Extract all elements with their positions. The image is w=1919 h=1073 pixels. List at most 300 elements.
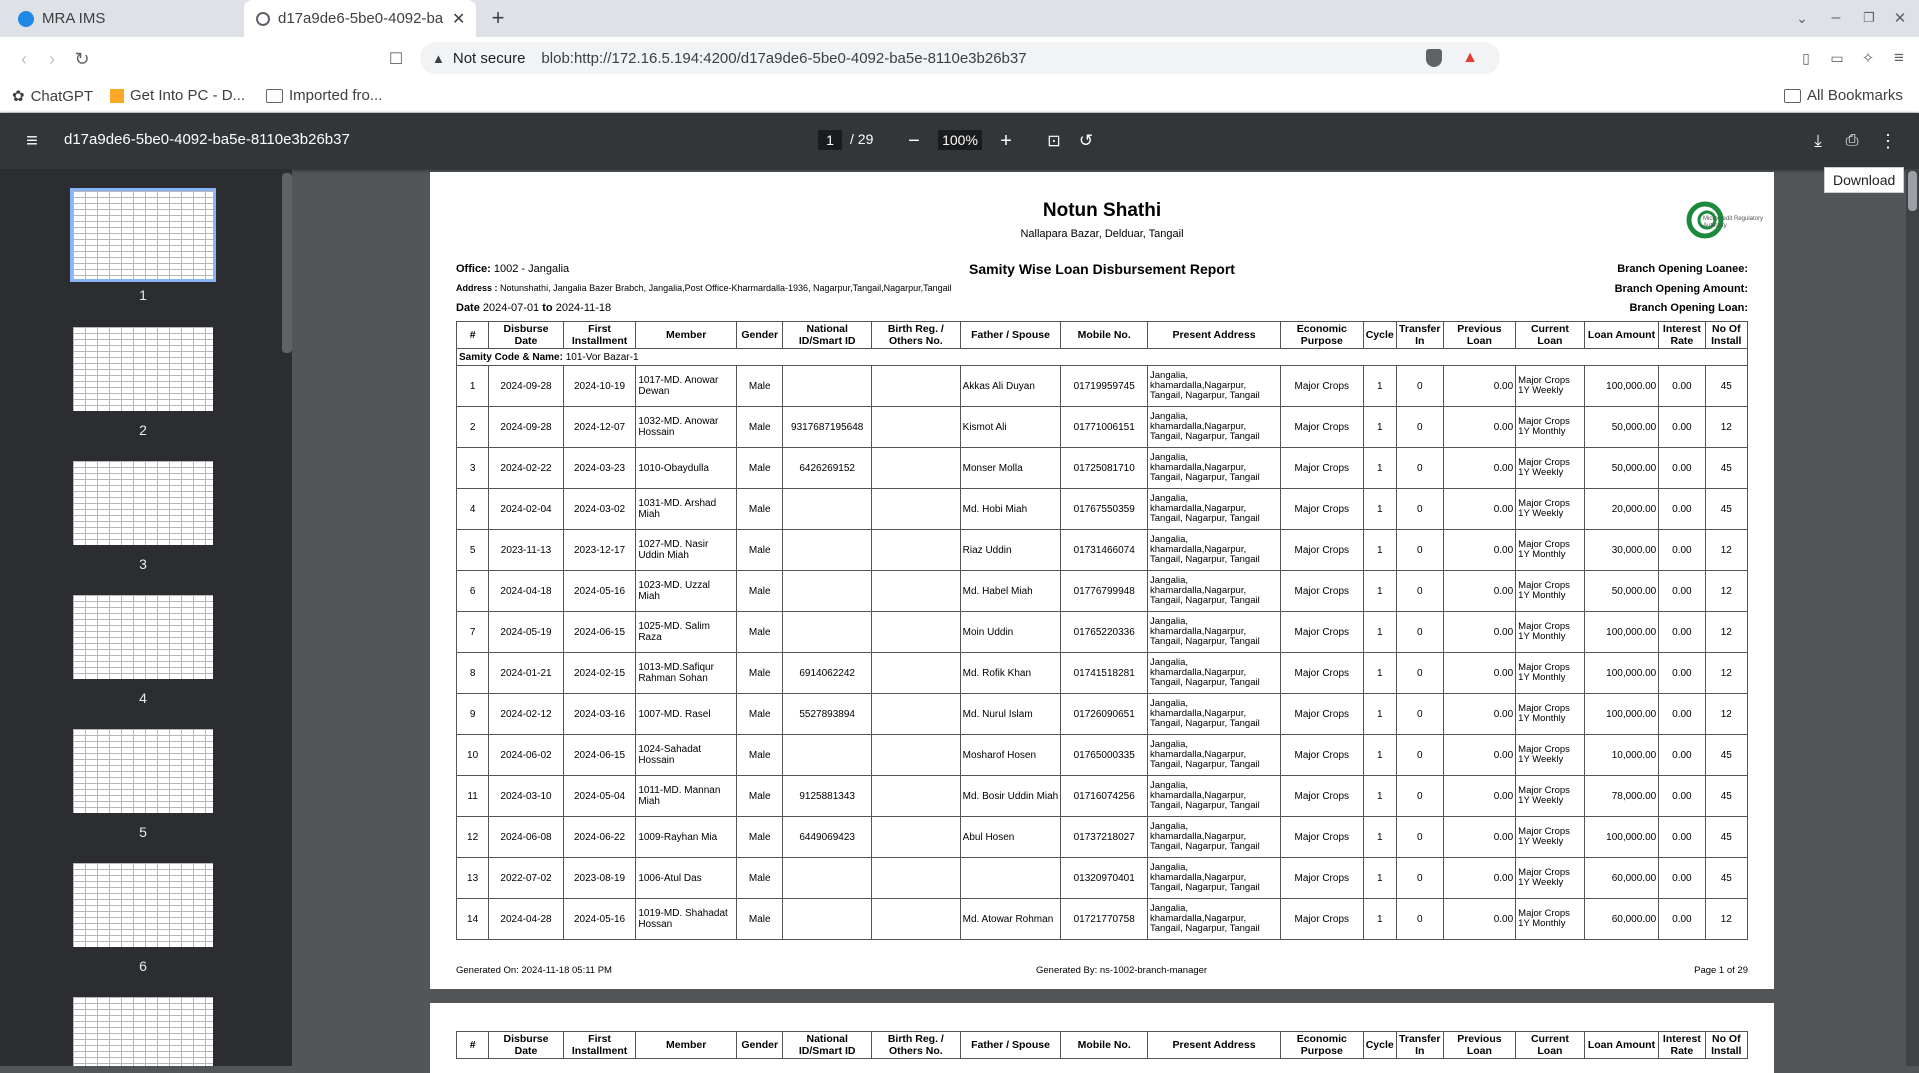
table-cell <box>872 735 961 776</box>
column-header: Cycle <box>1363 1032 1396 1059</box>
column-header: Previous Loan <box>1443 1032 1516 1059</box>
sidebar-scrollbar[interactable] <box>282 173 292 353</box>
table-cell: Md. Rofik Khan <box>960 653 1061 694</box>
table-cell: 1031-MD. Arshad Miah <box>636 489 737 530</box>
table-cell: Major Crops 1Y Weekly <box>1516 858 1585 899</box>
table-cell: Major Crops 1Y Monthly <box>1516 899 1585 940</box>
column-header: Member <box>636 1032 737 1059</box>
table-row <box>457 899 1748 940</box>
table-cell: 2024-03-02 <box>563 489 636 530</box>
table-cell: Riaz Uddin <box>960 530 1061 571</box>
zoom-out-icon[interactable]: − <box>908 129 920 152</box>
table-cell: Major Crops <box>1280 571 1363 612</box>
table-cell: 2024-06-08 <box>489 817 564 858</box>
page-indicator: Page 1 of 29 <box>1694 965 1748 976</box>
table-cell: 2024-05-16 <box>563 571 636 612</box>
table-cell: 2023-08-19 <box>563 858 636 899</box>
table-cell: Major Crops 1Y Monthly <box>1516 571 1585 612</box>
table-header-row <box>457 1032 1748 1059</box>
table-cell: 1 <box>1363 653 1396 694</box>
table-row <box>457 653 1748 694</box>
scrollbar-thumb[interactable] <box>1908 171 1917 211</box>
zoom-input[interactable]: 100% <box>938 130 982 150</box>
table-cell: Jangalia, khamardalla,Nagarpur, Tangail, Nagarpur, Tangail <box>1148 694 1281 735</box>
brave-shield-icon[interactable] <box>1426 49 1442 67</box>
table-cell: 01765000335 <box>1061 735 1148 776</box>
thumbnail-number: 6 <box>139 958 147 974</box>
table-cell: 2023-11-13 <box>489 530 564 571</box>
rotate-icon[interactable]: ↺ <box>1078 131 1094 150</box>
table-cell: 12 <box>1705 407 1747 448</box>
table-cell: Jangalia, khamardalla,Nagarpur, Tangail, Nagarpur, Tangail <box>1148 776 1281 817</box>
table-cell: 01726090651 <box>1061 694 1148 735</box>
table-cell <box>783 530 872 571</box>
folder-icon <box>266 89 283 103</box>
table-cell: 0 <box>1396 366 1443 407</box>
table-cell: Jangalia, khamardalla,Nagarpur, Tangail, Nagarpur, Tangail <box>1148 899 1281 940</box>
org-address: Nallapara Bazar, Delduar, Tangail <box>1020 228 1184 240</box>
table-cell: 50,000.00 <box>1584 571 1659 612</box>
table-cell: 2024-05-16 <box>563 899 636 940</box>
table-cell: 1032-MD. Anowar Hossain <box>636 407 737 448</box>
date-to-label: to <box>542 302 553 314</box>
table-cell: 0.00 <box>1443 653 1516 694</box>
table-cell: 78,000.00 <box>1584 776 1659 817</box>
table-cell: 2 <box>457 407 489 448</box>
table-cell: Kismot Ali <box>960 407 1061 448</box>
column-header: National ID/Smart ID <box>783 1032 872 1059</box>
table-cell: 0 <box>1396 448 1443 489</box>
table-cell: Major Crops 1Y Weekly <box>1516 489 1585 530</box>
table-cell: 01741518281 <box>1061 653 1148 694</box>
table-cell: Jangalia, khamardalla,Nagarpur, Tangail, Nagarpur, Tangail <box>1148 817 1281 858</box>
table-row <box>457 489 1748 530</box>
table-cell <box>872 448 961 489</box>
table-cell <box>872 817 961 858</box>
branch-opening-loan: Branch Opening Loan: <box>1629 302 1748 314</box>
table-cell: Major Crops <box>1280 817 1363 858</box>
page-total: / 29 <box>850 131 874 147</box>
wallet-icon[interactable]: ▭ <box>1830 49 1844 66</box>
thumbnail-page-3[interactable] <box>73 461 213 545</box>
restore-icon[interactable]: ❐ <box>1863 10 1875 25</box>
table-cell: 12 <box>1705 530 1747 571</box>
column-header: Birth Reg. / Others No. <box>872 1032 961 1059</box>
bookmark-icon[interactable]: ☐ <box>388 51 404 68</box>
table-cell: 0.00 <box>1443 530 1516 571</box>
table-cell: 0.00 <box>1443 612 1516 653</box>
table-cell: 2024-02-22 <box>489 448 564 489</box>
thumbnail-page-1[interactable] <box>73 191 213 279</box>
table-cell: 0 <box>1396 653 1443 694</box>
brave-rewards-icon[interactable]: ▲ <box>1462 49 1478 66</box>
table-cell: 2024-09-28 <box>489 366 564 407</box>
bookmark-chatgpt[interactable] <box>12 87 93 105</box>
getintopc-icon <box>110 89 124 103</box>
pdf-page-1 <box>430 172 1774 989</box>
table-cell: 20,000.00 <box>1584 489 1659 530</box>
table-cell: Monser Molla <box>960 448 1061 489</box>
table-cell: 2024-04-18 <box>489 571 564 612</box>
table-cell <box>872 571 961 612</box>
table-row <box>457 366 1748 407</box>
table-cell <box>872 530 961 571</box>
table-cell: 12 <box>1705 653 1747 694</box>
fit-page-icon[interactable]: ⊡ <box>1047 133 1061 150</box>
table-cell: 2024-03-10 <box>489 776 564 817</box>
table-cell <box>872 653 961 694</box>
bookmark-getintopc[interactable] <box>110 87 245 104</box>
table-cell: 45 <box>1705 817 1747 858</box>
column-header: Previous Loan <box>1443 322 1516 349</box>
table-cell: 12 <box>457 817 489 858</box>
table-cell: Jangalia, khamardalla,Nagarpur, Tangail, Nagarpur, Tangail <box>1148 489 1281 530</box>
table-cell: Md. Habel Miah <box>960 571 1061 612</box>
table-cell: Akkas Ali Duyan <box>960 366 1061 407</box>
table-cell: 0.00 <box>1659 694 1705 735</box>
table-cell: Male <box>737 735 783 776</box>
document-scrollbar[interactable] <box>1906 169 1919 1066</box>
table-cell: 9317687195648 <box>783 407 872 448</box>
table-cell: 60,000.00 <box>1584 899 1659 940</box>
table-cell: 100,000.00 <box>1584 366 1659 407</box>
security-label[interactable]: Not secure <box>452 49 526 67</box>
table-cell <box>872 407 961 448</box>
table-cell: 0.00 <box>1443 899 1516 940</box>
samity-cell <box>457 349 1748 366</box>
table-cell: Male <box>737 612 783 653</box>
table-cell: 12 <box>1705 694 1747 735</box>
table-cell: 50,000.00 <box>1584 448 1659 489</box>
column-header: No Of Install <box>1705 1032 1747 1059</box>
table-cell: 2024-10-19 <box>563 366 636 407</box>
bookmark-imported-folder[interactable] <box>266 87 382 104</box>
column-header: Mobile No. <box>1061 1032 1148 1059</box>
table-cell: Jangalia, khamardalla,Nagarpur, Tangail, Nagarpur, Tangail <box>1148 858 1281 899</box>
table-cell: 2024-06-22 <box>563 817 636 858</box>
print-icon[interactable]: ⎙ <box>1845 132 1859 149</box>
table-header-row <box>457 322 1748 349</box>
table-cell: Jangalia, khamardalla,Nagarpur, Tangail, Nagarpur, Tangail <box>1148 653 1281 694</box>
sidebar-toggle-icon[interactable]: ▯ <box>1802 49 1810 66</box>
table-cell: 2024-03-16 <box>563 694 636 735</box>
column-header: Father / Spouse <box>960 322 1061 349</box>
table-cell: Major Crops 1Y Monthly <box>1516 694 1585 735</box>
column-header: Current Loan <box>1516 322 1585 349</box>
thumbnail-number: 2 <box>139 422 147 438</box>
table-cell: Major Crops <box>1280 653 1363 694</box>
table-row <box>457 735 1748 776</box>
folder-icon <box>1784 89 1801 103</box>
table-cell: 1 <box>1363 817 1396 858</box>
table-cell: Major Crops 1Y Weekly <box>1516 448 1585 489</box>
table-cell: 0 <box>1396 407 1443 448</box>
table-cell <box>783 612 872 653</box>
address-line <box>456 283 952 293</box>
thumbnail-page-4[interactable] <box>73 595 213 679</box>
table-cell: Major Crops <box>1280 489 1363 530</box>
table-cell: Jangalia, khamardalla,Nagarpur, Tangail, Nagarpur, Tangail <box>1148 530 1281 571</box>
report-title: Samity Wise Loan Disbursement Report <box>969 261 1235 277</box>
thumbnail-page-7[interactable] <box>73 997 213 1066</box>
close-window-icon[interactable]: ✕ <box>1893 10 1907 27</box>
table-cell: 100,000.00 <box>1584 612 1659 653</box>
column-header: Loan Amount <box>1584 1032 1659 1059</box>
pdf-menu-icon[interactable]: ≡ <box>26 129 38 152</box>
loan-table-page-2 <box>456 1031 1748 1059</box>
table-cell: Male <box>737 776 783 817</box>
branch-opening-amount: Branch Opening Amount: <box>1614 283 1748 295</box>
table-cell <box>872 366 961 407</box>
table-cell: 2024-01-21 <box>489 653 564 694</box>
table-cell: 1027-MD. Nasir Uddin Miah <box>636 530 737 571</box>
table-cell: Jangalia, khamardalla,Nagarpur, Tangail, Nagarpur, Tangail <box>1148 366 1281 407</box>
table-cell: Male <box>737 489 783 530</box>
column-header: Father / Spouse <box>960 1032 1061 1059</box>
table-cell: Male <box>737 366 783 407</box>
table-row <box>457 448 1748 489</box>
tab-mra-ims[interactable] <box>8 0 238 37</box>
reload-icon[interactable]: ↻ <box>74 48 90 69</box>
table-cell: 1023-MD. Uzzal Miah <box>636 571 737 612</box>
table-cell <box>783 735 872 776</box>
thumbnail-page-6[interactable] <box>73 863 213 947</box>
table-cell: 1 <box>1363 735 1396 776</box>
table-cell <box>783 366 872 407</box>
table-cell: 9 <box>457 694 489 735</box>
column-header: Transfer In <box>1396 322 1443 349</box>
table-cell: 45 <box>1705 858 1747 899</box>
column-header: Present Address <box>1148 322 1281 349</box>
column-header: Disburse Date <box>489 1032 564 1059</box>
table-cell: 5 <box>457 530 489 571</box>
table-cell: Male <box>737 858 783 899</box>
table-cell: 7 <box>457 612 489 653</box>
table-cell: 01737218027 <box>1061 817 1148 858</box>
column-header: First Installment <box>563 322 636 349</box>
table-cell: 6449069423 <box>783 817 872 858</box>
column-header: Economic Purpose <box>1280 1032 1363 1059</box>
table-cell: 2023-12-17 <box>563 530 636 571</box>
table-cell: Major Crops <box>1280 530 1363 571</box>
column-header: Disburse Date <box>489 322 564 349</box>
mra-favicon-icon <box>18 11 34 27</box>
generated-on: Generated On: 2024-11-18 05:11 PM <box>456 965 612 976</box>
table-cell: Jangalia, khamardalla,Nagarpur, Tangail, Nagarpur, Tangail <box>1148 571 1281 612</box>
new-tab-button[interactable]: + <box>491 5 505 30</box>
table-cell: 45 <box>1705 776 1747 817</box>
table-cell: Md. Hobi Miah <box>960 489 1061 530</box>
table-cell: Major Crops 1Y Weekly <box>1516 817 1585 858</box>
table-cell <box>960 858 1061 899</box>
table-cell: 01776799948 <box>1061 571 1148 612</box>
table-cell: 12 <box>1705 612 1747 653</box>
table-cell: 0.00 <box>1443 735 1516 776</box>
table-cell <box>783 571 872 612</box>
table-cell: Major Crops <box>1280 735 1363 776</box>
loan-table <box>456 321 1748 940</box>
tab-title: d17a9de6-5be0-4092-ba <box>278 10 444 27</box>
table-row <box>457 694 1748 735</box>
table-cell: 0.00 <box>1659 366 1705 407</box>
table-row <box>457 817 1748 858</box>
table-cell <box>872 899 961 940</box>
date-from: 2024-07-01 <box>482 302 540 314</box>
tab-search-icon[interactable]: ⌄ <box>1796 9 1808 26</box>
table-cell: Major Crops <box>1280 407 1363 448</box>
table-cell: 100,000.00 <box>1584 817 1659 858</box>
table-cell: 0.00 <box>1659 817 1705 858</box>
url-text[interactable]: blob:http://172.16.5.194:4200/d17a9de6-5be0-4092-ba5e-8110e3b26b37 <box>541 49 1027 67</box>
download-icon[interactable]: ⤓ <box>1814 131 1822 150</box>
table-cell: 2024-03-23 <box>563 448 636 489</box>
table-cell: Male <box>737 899 783 940</box>
table-cell: 5527893894 <box>783 694 872 735</box>
table-cell: 0.00 <box>1659 448 1705 489</box>
table-cell: 0.00 <box>1659 489 1705 530</box>
table-cell: 0 <box>1396 694 1443 735</box>
table-cell: 01767550359 <box>1061 489 1148 530</box>
table-cell: 1 <box>1363 694 1396 735</box>
table-cell: 0 <box>1396 817 1443 858</box>
table-cell: 1013-MD.Safiqur Rahman Sohan <box>636 653 737 694</box>
table-cell: 1009-Rayhan Mia <box>636 817 737 858</box>
zoom-in-icon[interactable]: + <box>1000 129 1012 152</box>
menu-icon[interactable]: ≡ <box>1894 48 1904 67</box>
table-cell: 1024-Sahadat Hossain <box>636 735 737 776</box>
tab-pdf[interactable] <box>244 0 476 37</box>
table-cell: Major Crops 1Y Monthly <box>1516 653 1585 694</box>
table-cell: Major Crops 1Y Weekly <box>1516 735 1585 776</box>
table-cell: 01725081710 <box>1061 448 1148 489</box>
table-cell: 6914062242 <box>783 653 872 694</box>
table-cell: Major Crops <box>1280 858 1363 899</box>
column-header: # <box>457 322 489 349</box>
table-row <box>457 858 1748 899</box>
table-cell: Abul Hosen <box>960 817 1061 858</box>
table-cell: 0.00 <box>1659 407 1705 448</box>
table-cell: 01716074256 <box>1061 776 1148 817</box>
leo-ai-icon[interactable]: ✧ <box>1861 50 1875 67</box>
table-cell: Male <box>737 817 783 858</box>
table-cell: 1011-MD. Mannan Miah <box>636 776 737 817</box>
table-cell: 45 <box>1705 735 1747 776</box>
address-bar[interactable] <box>420 42 1500 74</box>
column-header: National ID/Smart ID <box>783 322 872 349</box>
bookmark-label: Imported fro... <box>289 87 383 104</box>
table-cell: 6 <box>457 571 489 612</box>
thumbnail-number: 1 <box>139 287 147 303</box>
chatgpt-icon: ✿ <box>12 88 25 105</box>
table-cell: 0 <box>1396 489 1443 530</box>
table-cell: 2024-09-28 <box>489 407 564 448</box>
table-cell: Major Crops 1Y Monthly <box>1516 612 1585 653</box>
table-cell: Jangalia, khamardalla,Nagarpur, Tangail, Nagarpur, Tangail <box>1148 612 1281 653</box>
back-icon[interactable]: ‹ <box>21 48 27 69</box>
table-cell <box>783 489 872 530</box>
tab-strip <box>0 0 1919 37</box>
table-cell <box>783 899 872 940</box>
page-number-input[interactable]: 1 <box>818 130 842 150</box>
table-cell: 2022-07-02 <box>489 858 564 899</box>
thumbnail-page-5[interactable] <box>73 729 213 813</box>
date-label: Date <box>456 302 480 314</box>
table-cell: 10 <box>457 735 489 776</box>
warning-icon[interactable]: ▲ <box>432 50 445 66</box>
bookmarks-bar <box>0 80 1919 113</box>
table-cell: Major Crops <box>1280 612 1363 653</box>
table-cell: 1006-Atul Das <box>636 858 737 899</box>
column-header: Current Loan <box>1516 1032 1585 1059</box>
table-cell: Major Crops <box>1280 448 1363 489</box>
minimize-icon[interactable]: – <box>1831 9 1841 26</box>
bookmark-label: All Bookmarks <box>1807 87 1903 104</box>
table-row <box>457 407 1748 448</box>
table-cell: 45 <box>1705 448 1747 489</box>
table-cell <box>783 858 872 899</box>
forward-icon[interactable]: › <box>49 48 55 69</box>
table-cell: 0.00 <box>1443 694 1516 735</box>
table-cell <box>872 858 961 899</box>
column-header: Birth Reg. / Others No. <box>872 322 961 349</box>
table-cell: 0 <box>1396 858 1443 899</box>
table-row <box>457 530 1748 571</box>
table-cell: 0.00 <box>1659 899 1705 940</box>
table-cell: Moin Uddin <box>960 612 1061 653</box>
table-cell: Male <box>737 571 783 612</box>
column-header: Mobile No. <box>1061 322 1148 349</box>
column-header: First Installment <box>563 1032 636 1059</box>
column-header: No Of Install <box>1705 322 1747 349</box>
thumbnail-number: 4 <box>139 690 147 706</box>
samity-value: 101-Vor Bazar-1 <box>565 351 639 363</box>
table-cell: 3 <box>457 448 489 489</box>
table-cell <box>872 776 961 817</box>
table-cell: 0.00 <box>1443 489 1516 530</box>
table-cell: 1019-MD. Shahadat Hossan <box>636 899 737 940</box>
thumbnail-page-2[interactable] <box>73 327 213 411</box>
table-cell: 01721770758 <box>1061 899 1148 940</box>
more-actions-icon[interactable]: ⋮ <box>1879 130 1897 151</box>
table-row <box>457 612 1748 653</box>
all-bookmarks-button[interactable] <box>1784 87 1903 104</box>
table-cell: Major Crops 1Y Monthly <box>1516 407 1585 448</box>
table-cell: 2024-05-04 <box>563 776 636 817</box>
column-header: Transfer In <box>1396 1032 1443 1059</box>
close-tab-icon[interactable]: ✕ <box>452 10 466 28</box>
table-cell: 45 <box>1705 366 1747 407</box>
table-cell: 0 <box>1396 776 1443 817</box>
table-cell: 0.00 <box>1659 776 1705 817</box>
address-label: Address : <box>456 283 498 293</box>
table-cell: 4 <box>457 489 489 530</box>
thumbnail-number: 3 <box>139 556 147 572</box>
table-cell: 0.00 <box>1443 571 1516 612</box>
table-cell <box>872 489 961 530</box>
table-cell: Male <box>737 530 783 571</box>
column-header: Member <box>636 322 737 349</box>
table-cell: Jangalia, khamardalla,Nagarpur, Tangail, Nagarpur, Tangail <box>1148 407 1281 448</box>
table-cell: 14 <box>457 899 489 940</box>
globe-icon <box>256 12 270 26</box>
table-cell: Mosharof Hosen <box>960 735 1061 776</box>
table-cell: Jangalia, khamardalla,Nagarpur, Tangail, Nagarpur, Tangail <box>1148 735 1281 776</box>
generated-by: Generated By: ns-1002-branch-manager <box>1036 965 1208 976</box>
table-cell: Major Crops <box>1280 776 1363 817</box>
branch-opening-loanee: Branch Opening Loanee: <box>1617 263 1748 275</box>
table-cell: 1 <box>1363 366 1396 407</box>
table-cell: 9125881343 <box>783 776 872 817</box>
